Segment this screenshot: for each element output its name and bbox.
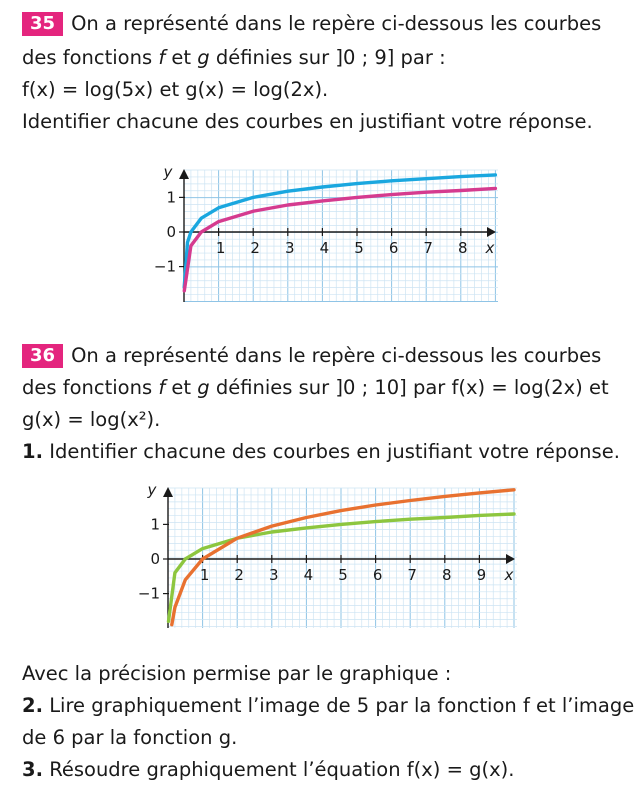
chart-36-series: [169, 490, 515, 625]
x-tick-label: 2: [234, 566, 244, 584]
chart-35-axes: [179, 169, 496, 302]
curve-log5x: [184, 175, 495, 288]
ex35-formula-g: g(x) = log(2x).: [185, 78, 329, 101]
chart-36-axes: [163, 487, 515, 628]
x-tick-label: 4: [303, 566, 314, 584]
x-axis-label: x: [485, 239, 495, 257]
x-tick-label: 5: [338, 566, 348, 584]
y-tick-label: −1: [137, 584, 160, 603]
x-tick-label: 7: [407, 566, 417, 584]
ex36-intro: Avec la précision permise par le graphique :: [22, 662, 452, 685]
y-tick-label: −1: [153, 257, 176, 276]
y-axis-arrow: [179, 169, 189, 179]
x-tick-label: 8: [458, 239, 468, 257]
ex36-question-1: 1. Identifier chacune des courbes en justifiant votre réponse.: [22, 440, 620, 463]
y-tick-label: 0: [166, 223, 176, 241]
x-axis-arrow: [487, 227, 496, 237]
chart-36-labels: [138, 481, 514, 603]
x-axis-arrow: [506, 554, 515, 564]
y-axis-label: y: [163, 163, 173, 181]
chart-36-grid: [168, 488, 517, 628]
chart-35-series: [184, 175, 495, 291]
ex36-formula-g: g(x) = log(x²).: [22, 408, 161, 431]
curve-log2x: [184, 188, 495, 290]
x-tick-label: 5: [354, 239, 364, 257]
x-tick-label: 7: [423, 239, 433, 257]
ex36-question-3: 3. Résoudre graphiquement l’équation f(x) = g(x).: [22, 758, 515, 781]
chart-35-grid: [184, 170, 498, 302]
x-tick-label: 6: [388, 239, 399, 257]
ex36-line2: des fonctions f et g définies sur ]0 ; 10] par f(x) = log(2x) et: [22, 376, 609, 399]
ex36-formula-f: f(x) = log(2x): [451, 376, 583, 399]
ex35-formula-f: f(x) = log(5x): [22, 78, 154, 101]
y-tick-label: 1: [166, 188, 176, 207]
curve-log2x: [169, 514, 515, 621]
x-tick-label: 6: [372, 566, 383, 584]
ex36-question-2-cont: de 6 par la fonction g.: [22, 726, 238, 749]
x-tick-label: 8: [442, 566, 452, 584]
y-axis-arrow: [163, 487, 173, 497]
x-tick-label: 1: [199, 566, 210, 584]
x-tick-label: 3: [285, 239, 295, 257]
x-tick-label: 4: [319, 239, 330, 257]
ex36-line1: 36 On a représenté dans le repère ci-dessous les courbes: [22, 340, 628, 372]
x-tick-label: 2: [250, 239, 260, 257]
y-axis-label: y: [147, 481, 157, 499]
ex35-number-badge: 35: [22, 12, 63, 36]
x-tick-label: 9: [476, 566, 487, 584]
ex35-line2: des fonctions f et g définies sur ]0 ; 9] par :: [22, 46, 446, 69]
ex35-question: Identifier chacune des courbes en justifiant votre réponse.: [22, 110, 593, 133]
y-tick-label: 1: [150, 515, 160, 534]
ex35-formulas: f(x) = log(5x) et g(x) = log(2x).: [22, 78, 329, 101]
ex36-number-badge: 36: [22, 344, 63, 368]
x-tick-label: 3: [269, 566, 279, 584]
y-tick-label: 0: [150, 550, 160, 568]
x-axis-label: x: [504, 566, 514, 584]
ex35-line1: 35 On a représenté dans le repère ci-dessous les courbes: [22, 8, 628, 40]
curve-logx: [172, 490, 514, 625]
ex36-question-2: 2. Lire graphiquement l’image de 5 par la fonction f et l’image: [22, 694, 635, 717]
chart-35-labels: [154, 163, 495, 276]
x-tick-label: 1: [215, 239, 226, 257]
